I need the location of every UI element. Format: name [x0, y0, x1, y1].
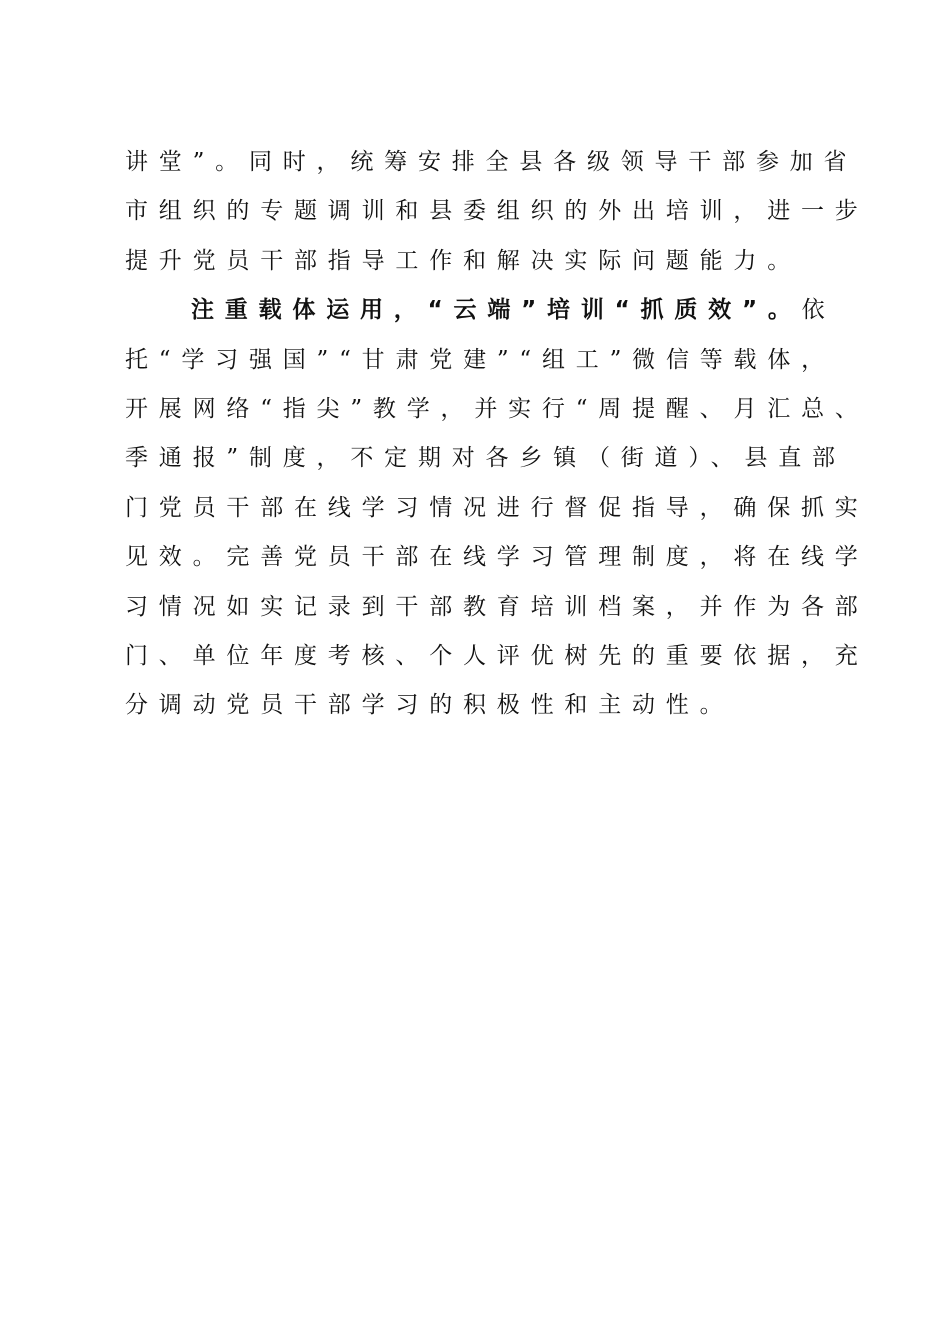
text-line-9: 见效。完善党员干部在线学习管理制度，将在线学 [125, 544, 869, 571]
text-line-8: 门党员干部在线学习情况进行督促指导，确保抓实 [125, 494, 869, 521]
text-line-7: 季通报”制度，不定期对各乡镇（街道）、县直部 [125, 445, 846, 472]
text-line-1: 讲堂”。同时，统筹安排全县各级领导干部参加省 [125, 149, 858, 175]
text-line-6: 开展网络“指尖”教学，并实行“周提醒、月汇总、 [125, 395, 869, 422]
text-line-11: 门、单位年度考核、个人评优树先的重要依据，充 [125, 642, 869, 669]
text-line-5: 托“学习强国”“甘肃党建”“组工”微信等载体， [125, 346, 835, 373]
text-line-2: 市组织的专题调训和县委组织的外出培训，进一步 [125, 198, 869, 225]
paragraph-heading: 注重载体运用，“云端”培训“抓质效”。 [191, 297, 802, 324]
body-text [125, 138, 869, 731]
text-line-10: 习情况如实记录到干部教育培训档案，并作为各部 [125, 593, 869, 620]
text-line-12: 分调动党员干部学习的积极性和主动性。 [125, 692, 734, 719]
heading-continuation: 依 [801, 297, 836, 324]
text-line-3: 提升党员干部指导工作和解决实际问题能力。 [125, 247, 801, 274]
paragraph-first-line [125, 286, 836, 335]
